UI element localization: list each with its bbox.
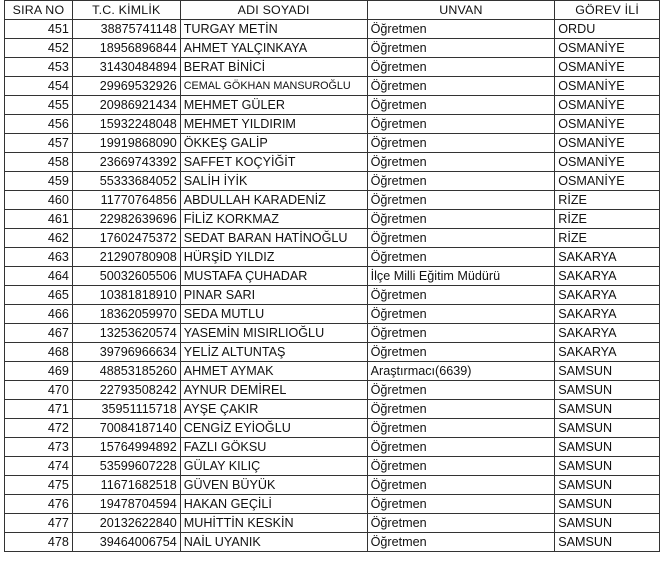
cell-tc-kimlik: 22793508242 — [72, 381, 180, 400]
cell-unvan: Öğretmen — [367, 153, 555, 172]
cell-adi-soyadi: NAİL UYANIK — [180, 533, 367, 552]
header-gorev-ili: GÖREV İLİ — [555, 1, 660, 20]
table-row — [5, 58, 660, 77]
cell-sira-no: 472 — [5, 419, 73, 438]
cell-tc-kimlik: 35951115718 — [72, 400, 180, 419]
cell-tc-kimlik: 21290780908 — [72, 248, 180, 267]
cell-sira-no: 477 — [5, 514, 73, 533]
cell-adi-soyadi: FİLİZ KORKMAZ — [180, 210, 367, 229]
cell-adi-soyadi: AYNUR DEMİREL — [180, 381, 367, 400]
cell-sira-no: 476 — [5, 495, 73, 514]
table-row — [5, 476, 660, 495]
cell-adi-soyadi: HÜRŞİD YILDIZ — [180, 248, 367, 267]
cell-tc-kimlik: 18362059970 — [72, 305, 180, 324]
cell-adi-soyadi: AHMET AYMAK — [180, 362, 367, 381]
cell-sira-no: 473 — [5, 438, 73, 457]
cell-sira-no: 478 — [5, 533, 73, 552]
cell-adi-soyadi: HAKAN GEÇİLİ — [180, 495, 367, 514]
cell-tc-kimlik: 50032605506 — [72, 267, 180, 286]
header-tc-kimlik: T.C. KİMLİK — [72, 1, 180, 20]
cell-sira-no: 451 — [5, 20, 73, 39]
cell-adi-soyadi: GÜLAY KILIÇ — [180, 457, 367, 476]
cell-unvan: Öğretmen — [367, 58, 555, 77]
cell-tc-kimlik: 39464006754 — [72, 533, 180, 552]
cell-gorev-ili: SAMSUN — [555, 495, 660, 514]
cell-unvan: Öğretmen — [367, 20, 555, 39]
cell-adi-soyadi: MEHMET YILDIRIM — [180, 115, 367, 134]
cell-unvan: Öğretmen — [367, 343, 555, 362]
cell-adi-soyadi: AYŞE ÇAKIR — [180, 400, 367, 419]
cell-gorev-ili: OSMANİYE — [555, 172, 660, 191]
cell-gorev-ili: OSMANİYE — [555, 77, 660, 96]
cell-adi-soyadi: BERAT BİNİCİ — [180, 58, 367, 77]
cell-sira-no: 458 — [5, 153, 73, 172]
cell-adi-soyadi: SAFFET KOÇYİĞİT — [180, 153, 367, 172]
cell-sira-no: 465 — [5, 286, 73, 305]
cell-unvan: Öğretmen — [367, 248, 555, 267]
cell-gorev-ili: SAMSUN — [555, 419, 660, 438]
cell-tc-kimlik: 55333684052 — [72, 172, 180, 191]
cell-gorev-ili: SAKARYA — [555, 267, 660, 286]
cell-tc-kimlik: 38875741148 — [72, 20, 180, 39]
cell-tc-kimlik: 20986921434 — [72, 96, 180, 115]
cell-adi-soyadi: PINAR SARI — [180, 286, 367, 305]
personnel-table — [4, 0, 660, 552]
table-row — [5, 210, 660, 229]
table-row — [5, 96, 660, 115]
table-row — [5, 191, 660, 210]
cell-gorev-ili: OSMANİYE — [555, 58, 660, 77]
cell-sira-no: 455 — [5, 96, 73, 115]
cell-gorev-ili: RİZE — [555, 210, 660, 229]
cell-tc-kimlik: 31430484894 — [72, 58, 180, 77]
table-row — [5, 343, 660, 362]
cell-tc-kimlik: 11770764856 — [72, 191, 180, 210]
cell-adi-soyadi: MUSTAFA ÇUHADAR — [180, 267, 367, 286]
cell-gorev-ili: SAMSUN — [555, 438, 660, 457]
cell-tc-kimlik: 39796966634 — [72, 343, 180, 362]
cell-tc-kimlik: 11671682518 — [72, 476, 180, 495]
table-row — [5, 362, 660, 381]
cell-gorev-ili: SAKARYA — [555, 305, 660, 324]
table-row — [5, 153, 660, 172]
cell-adi-soyadi: GÜVEN BÜYÜK — [180, 476, 367, 495]
cell-gorev-ili: SAKARYA — [555, 343, 660, 362]
cell-sira-no: 452 — [5, 39, 73, 58]
cell-unvan: Öğretmen — [367, 400, 555, 419]
table-row — [5, 305, 660, 324]
cell-unvan: Öğretmen — [367, 39, 555, 58]
cell-sira-no: 464 — [5, 267, 73, 286]
cell-unvan: Öğretmen — [367, 495, 555, 514]
cell-gorev-ili: SAMSUN — [555, 514, 660, 533]
cell-tc-kimlik: 22982639696 — [72, 210, 180, 229]
cell-unvan: Öğretmen — [367, 476, 555, 495]
table-row — [5, 457, 660, 476]
cell-sira-no: 471 — [5, 400, 73, 419]
cell-sira-no: 456 — [5, 115, 73, 134]
cell-unvan: Öğretmen — [367, 172, 555, 191]
cell-sira-no: 475 — [5, 476, 73, 495]
table-row — [5, 20, 660, 39]
cell-sira-no: 453 — [5, 58, 73, 77]
cell-sira-no: 461 — [5, 210, 73, 229]
cell-gorev-ili: RİZE — [555, 229, 660, 248]
cell-tc-kimlik: 19478704594 — [72, 495, 180, 514]
cell-sira-no: 457 — [5, 134, 73, 153]
cell-sira-no: 454 — [5, 77, 73, 96]
table-row — [5, 324, 660, 343]
cell-unvan: Öğretmen — [367, 438, 555, 457]
cell-tc-kimlik: 13253620574 — [72, 324, 180, 343]
cell-adi-soyadi: CEMAL GÖKHAN MANSUROĞLU — [180, 77, 367, 96]
cell-gorev-ili: SAKARYA — [555, 248, 660, 267]
table-row — [5, 115, 660, 134]
cell-adi-soyadi: CENGİZ EYİOĞLU — [180, 419, 367, 438]
cell-gorev-ili: SAMSUN — [555, 381, 660, 400]
table-row — [5, 514, 660, 533]
cell-gorev-ili: OSMANİYE — [555, 153, 660, 172]
cell-unvan: Öğretmen — [367, 229, 555, 248]
cell-adi-soyadi: ABDULLAH KARADENİZ — [180, 191, 367, 210]
cell-sira-no: 469 — [5, 362, 73, 381]
cell-sira-no: 462 — [5, 229, 73, 248]
cell-adi-soyadi: FAZLI GÖKSU — [180, 438, 367, 457]
header-unvan: UNVAN — [367, 1, 555, 20]
cell-tc-kimlik: 15764994892 — [72, 438, 180, 457]
cell-adi-soyadi: MEHMET GÜLER — [180, 96, 367, 115]
cell-adi-soyadi: SEDA MUTLU — [180, 305, 367, 324]
table-row — [5, 229, 660, 248]
cell-gorev-ili: ORDU — [555, 20, 660, 39]
cell-unvan: Araştırmacı(6639) — [367, 362, 555, 381]
cell-unvan: Öğretmen — [367, 77, 555, 96]
cell-gorev-ili: OSMANİYE — [555, 115, 660, 134]
cell-unvan: Öğretmen — [367, 96, 555, 115]
cell-tc-kimlik: 70084187140 — [72, 419, 180, 438]
header-adi-soyadi: ADI SOYADI — [180, 1, 367, 20]
cell-tc-kimlik: 15932248048 — [72, 115, 180, 134]
cell-unvan: Öğretmen — [367, 533, 555, 552]
cell-tc-kimlik: 18956896844 — [72, 39, 180, 58]
cell-adi-soyadi: YASEMİN MISIRLIOĞLU — [180, 324, 367, 343]
cell-tc-kimlik: 19919868090 — [72, 134, 180, 153]
cell-gorev-ili: OSMANİYE — [555, 134, 660, 153]
cell-gorev-ili: SAKARYA — [555, 324, 660, 343]
cell-sira-no: 474 — [5, 457, 73, 476]
cell-adi-soyadi: AHMET YALÇINKAYA — [180, 39, 367, 58]
table-row — [5, 248, 660, 267]
cell-sira-no: 463 — [5, 248, 73, 267]
cell-tc-kimlik: 17602475372 — [72, 229, 180, 248]
cell-tc-kimlik: 53599607228 — [72, 457, 180, 476]
cell-unvan: Öğretmen — [367, 419, 555, 438]
header-sira-no: SIRA NO — [5, 1, 73, 20]
cell-tc-kimlik: 20132622840 — [72, 514, 180, 533]
cell-sira-no: 470 — [5, 381, 73, 400]
cell-gorev-ili: SAMSUN — [555, 400, 660, 419]
table-row — [5, 400, 660, 419]
cell-gorev-ili: SAMSUN — [555, 476, 660, 495]
cell-gorev-ili: SAKARYA — [555, 286, 660, 305]
cell-tc-kimlik: 23669743392 — [72, 153, 180, 172]
table-row — [5, 533, 660, 552]
table-row — [5, 134, 660, 153]
cell-adi-soyadi: SALİH İYİK — [180, 172, 367, 191]
cell-adi-soyadi: YELİZ ALTUNTAŞ — [180, 343, 367, 362]
cell-adi-soyadi: ÖKKEŞ GALİP — [180, 134, 367, 153]
cell-unvan: Öğretmen — [367, 514, 555, 533]
cell-sira-no: 468 — [5, 343, 73, 362]
cell-gorev-ili: SAMSUN — [555, 457, 660, 476]
table-row — [5, 381, 660, 400]
cell-gorev-ili: SAMSUN — [555, 533, 660, 552]
cell-unvan: Öğretmen — [367, 457, 555, 476]
cell-sira-no: 459 — [5, 172, 73, 191]
table-row — [5, 419, 660, 438]
table-body — [5, 20, 660, 552]
cell-gorev-ili: OSMANİYE — [555, 96, 660, 115]
header-row — [5, 1, 660, 20]
table-row — [5, 172, 660, 191]
cell-tc-kimlik: 48853185260 — [72, 362, 180, 381]
cell-adi-soyadi: SEDAT BARAN HATİNOĞLU — [180, 229, 367, 248]
cell-unvan: İlçe Milli Eğitim Müdürü — [367, 267, 555, 286]
cell-adi-soyadi: TURGAY METİN — [180, 20, 367, 39]
cell-unvan: Öğretmen — [367, 134, 555, 153]
table-row — [5, 267, 660, 286]
cell-sira-no: 460 — [5, 191, 73, 210]
cell-unvan: Öğretmen — [367, 305, 555, 324]
cell-gorev-ili: OSMANİYE — [555, 39, 660, 58]
cell-gorev-ili: SAMSUN — [555, 362, 660, 381]
cell-unvan: Öğretmen — [367, 381, 555, 400]
cell-adi-soyadi: MUHİTTİN KESKİN — [180, 514, 367, 533]
cell-unvan: Öğretmen — [367, 286, 555, 305]
cell-unvan: Öğretmen — [367, 115, 555, 134]
table-row — [5, 286, 660, 305]
table-row — [5, 438, 660, 457]
table-row — [5, 39, 660, 58]
cell-unvan: Öğretmen — [367, 210, 555, 229]
table-row — [5, 77, 660, 96]
cell-tc-kimlik: 10381818910 — [72, 286, 180, 305]
cell-unvan: Öğretmen — [367, 191, 555, 210]
cell-tc-kimlik: 29969532926 — [72, 77, 180, 96]
cell-sira-no: 467 — [5, 324, 73, 343]
cell-unvan: Öğretmen — [367, 324, 555, 343]
cell-sira-no: 466 — [5, 305, 73, 324]
table-row — [5, 495, 660, 514]
cell-gorev-ili: RİZE — [555, 191, 660, 210]
